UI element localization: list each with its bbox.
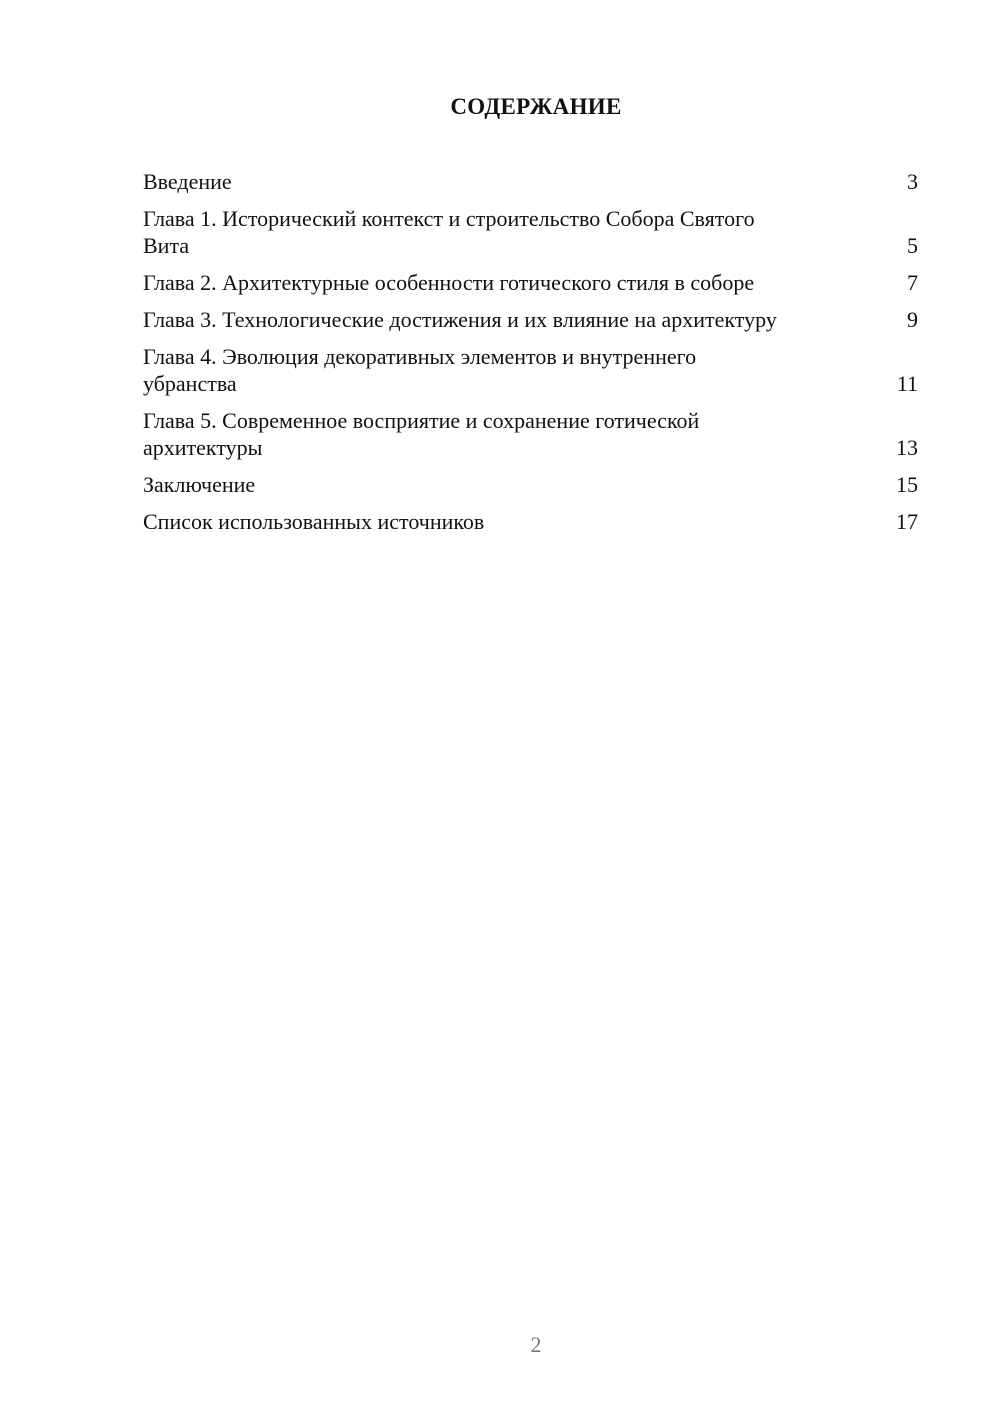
toc-entry-page: 7 xyxy=(907,270,918,295)
toc-entry-label: Список использованных источников xyxy=(143,509,485,534)
page-title: СОДЕРЖАНИЕ xyxy=(450,94,622,119)
toc-entry-chapter-3 xyxy=(143,306,918,333)
toc-entry-page: 5 xyxy=(907,233,918,258)
toc-entry-page: 13 xyxy=(896,435,918,460)
toc-entry-page: 11 xyxy=(896,371,918,396)
toc-entry-label: Глава 3. Технологические достижения и их влияние на архитектуру xyxy=(143,307,777,332)
toc-entry-label: Глава 2. Архитектурные особенности готического стиля в соборе xyxy=(143,270,755,295)
toc-entry-page: 9 xyxy=(907,307,918,332)
toc-entry-references xyxy=(143,508,918,535)
toc-entry-chapter-4 xyxy=(143,343,918,397)
toc-entry-label: Введение xyxy=(143,169,232,194)
toc-entry-label: Глава 1. Исторический контекст и строительство Собора Святого Вита xyxy=(143,206,755,258)
toc-entry-chapter-1 xyxy=(143,205,918,259)
page-number: 2 xyxy=(530,1332,542,1357)
toc-entry-label: Глава 4. Эволюция декоративных элементов и внутреннего убранства xyxy=(143,344,697,396)
toc-entry-chapter-2 xyxy=(143,269,918,296)
toc-entry-page: 17 xyxy=(896,509,918,534)
toc-entry-page: 3 xyxy=(907,169,918,194)
table-of-contents xyxy=(143,168,918,545)
toc-entry-introduction xyxy=(143,168,918,195)
toc-entry-label: Заключение xyxy=(143,472,256,497)
toc-entry-chapter-5 xyxy=(143,407,918,461)
toc-entry-conclusion xyxy=(143,471,918,498)
toc-entry-label: Глава 5. Современное восприятие и сохранение готической архитектуры xyxy=(143,408,700,460)
toc-entry-page: 15 xyxy=(896,472,918,497)
